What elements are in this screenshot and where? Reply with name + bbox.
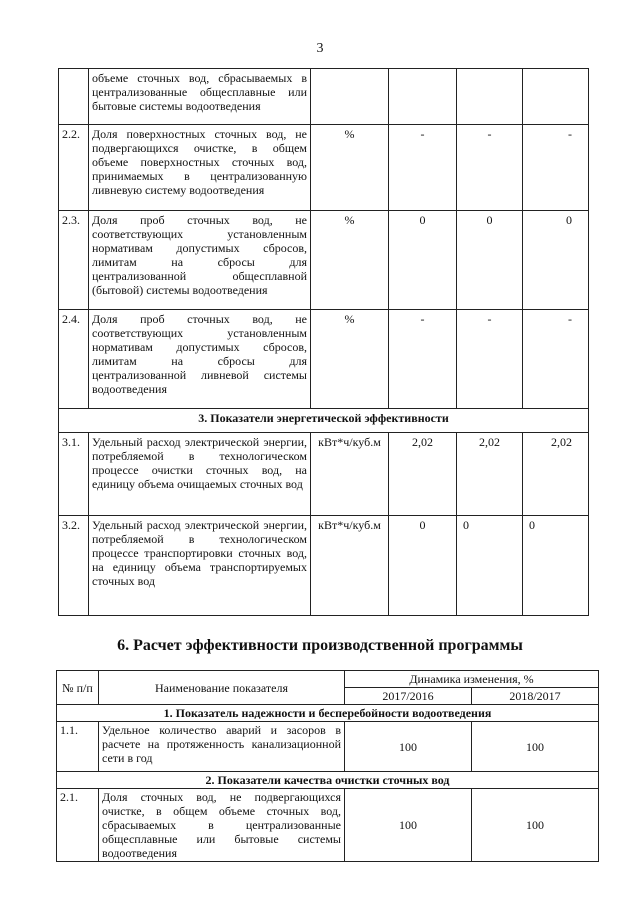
table-row	[59, 433, 589, 516]
unit-cell: %	[311, 310, 389, 409]
row-number: 2.2.	[59, 125, 89, 211]
value-cell: 100	[472, 722, 599, 772]
indicator-name: объеме сточных вод, сбрасываемых в централизованные общесплавные или бытовые системы водоотведения	[89, 69, 311, 125]
unit-cell: кВт*ч/куб.м	[311, 433, 389, 516]
value-cell: -	[389, 125, 457, 211]
row-number: 2.1.	[57, 789, 99, 862]
table-row	[57, 722, 599, 772]
col-header-name: Наименование показателя	[99, 671, 345, 705]
value-cell: -	[523, 125, 589, 211]
value-cell	[389, 69, 457, 125]
value-cell: 0	[389, 516, 457, 616]
unit-cell: кВт*ч/куб.м	[311, 516, 389, 616]
row-number: 2.3.	[59, 211, 89, 310]
indicator-name: Удельное количество аварий и засоров в расчете на протяженность канализационной сети в год	[99, 722, 345, 772]
col-header-number: № п/п	[57, 671, 99, 705]
table-row	[59, 516, 589, 616]
value-cell: 0	[457, 516, 523, 616]
value-cell: -	[523, 310, 589, 409]
indicator-name: Удельный расход электрической энергии, потребляемой в технологическом процессе очистки сточных вод, на единицу объема очищаемых сточных вод	[89, 433, 311, 516]
value-cell: 2,02	[389, 433, 457, 516]
value-cell: 2,02	[523, 433, 589, 516]
row-number: 3.2.	[59, 516, 89, 616]
table-row	[59, 211, 589, 310]
value-cell	[457, 69, 523, 125]
value-cell	[523, 69, 589, 125]
value-cell: -	[389, 310, 457, 409]
section-row	[57, 705, 599, 722]
section-row	[57, 772, 599, 789]
value-cell: 0	[523, 211, 589, 310]
section-title: 2. Показатели качества очистки сточных вод	[57, 772, 599, 789]
value-cell: 0	[389, 211, 457, 310]
unit-cell: %	[311, 125, 389, 211]
table-row	[59, 69, 589, 125]
efficiency-table	[56, 670, 599, 862]
value-cell: 2,02	[457, 433, 523, 516]
unit-cell: %	[311, 211, 389, 310]
col-header-year1: 2017/2016	[345, 688, 472, 705]
section-row	[59, 409, 589, 433]
value-cell: 0	[523, 516, 589, 616]
section-title: 1. Показатель надежности и бесперебойности водоотведения	[57, 705, 599, 722]
row-number: 3.1.	[59, 433, 89, 516]
row-number: 1.1.	[57, 722, 99, 772]
page-number: 3	[316, 41, 324, 56]
indicator-name: Доля поверхностных сточных вод, не подвергающихся очистке, в общем объеме поверхностных сточных вод, принимаемых в централизованную ливневую систему водоотведения	[89, 125, 311, 211]
table-row	[59, 310, 589, 409]
table-row	[59, 125, 589, 211]
table-row	[57, 789, 599, 862]
indicator-name: Доля проб сточных вод, не соответствующих установленным нормативам допустимых сбросов, лимитам на сбросы для централизованной общесплавной (бытовой) системы водоотведения	[89, 211, 311, 310]
value-cell: 100	[472, 789, 599, 862]
value-cell: -	[457, 125, 523, 211]
row-number	[59, 69, 89, 125]
col-header-year2: 2018/2017	[472, 688, 599, 705]
section-heading: 6. Расчет эффективности производственной программы	[117, 637, 523, 654]
col-header-dynamics: Динамика изменения, %	[345, 671, 599, 688]
indicator-name: Доля сточных вод, не подвергающихся очистке, в общем объеме сточных вод, сбрасываемых в централизованные общесплавные или бытовые системы водоотведения	[99, 789, 345, 862]
section-title: 3. Показатели энергетической эффективности	[59, 409, 589, 433]
value-cell: 0	[457, 211, 523, 310]
row-number: 2.4.	[59, 310, 89, 409]
indicator-name: Удельный расход электрической энергии, потребляемой в технологическом процессе транспортировки сточных вод, на единицу объема транспортируемых сточных вод	[89, 516, 311, 616]
value-cell: 100	[345, 722, 472, 772]
value-cell: 100	[345, 789, 472, 862]
value-cell: -	[457, 310, 523, 409]
header-row	[57, 671, 599, 688]
unit-cell	[311, 69, 389, 125]
indicator-name: Доля проб сточных вод, не соответствующих установленным нормативам допустимых сбросов, лимитам на сбросы для централизованной ливневой системы водоотведения	[89, 310, 311, 409]
indicators-table	[58, 68, 589, 616]
